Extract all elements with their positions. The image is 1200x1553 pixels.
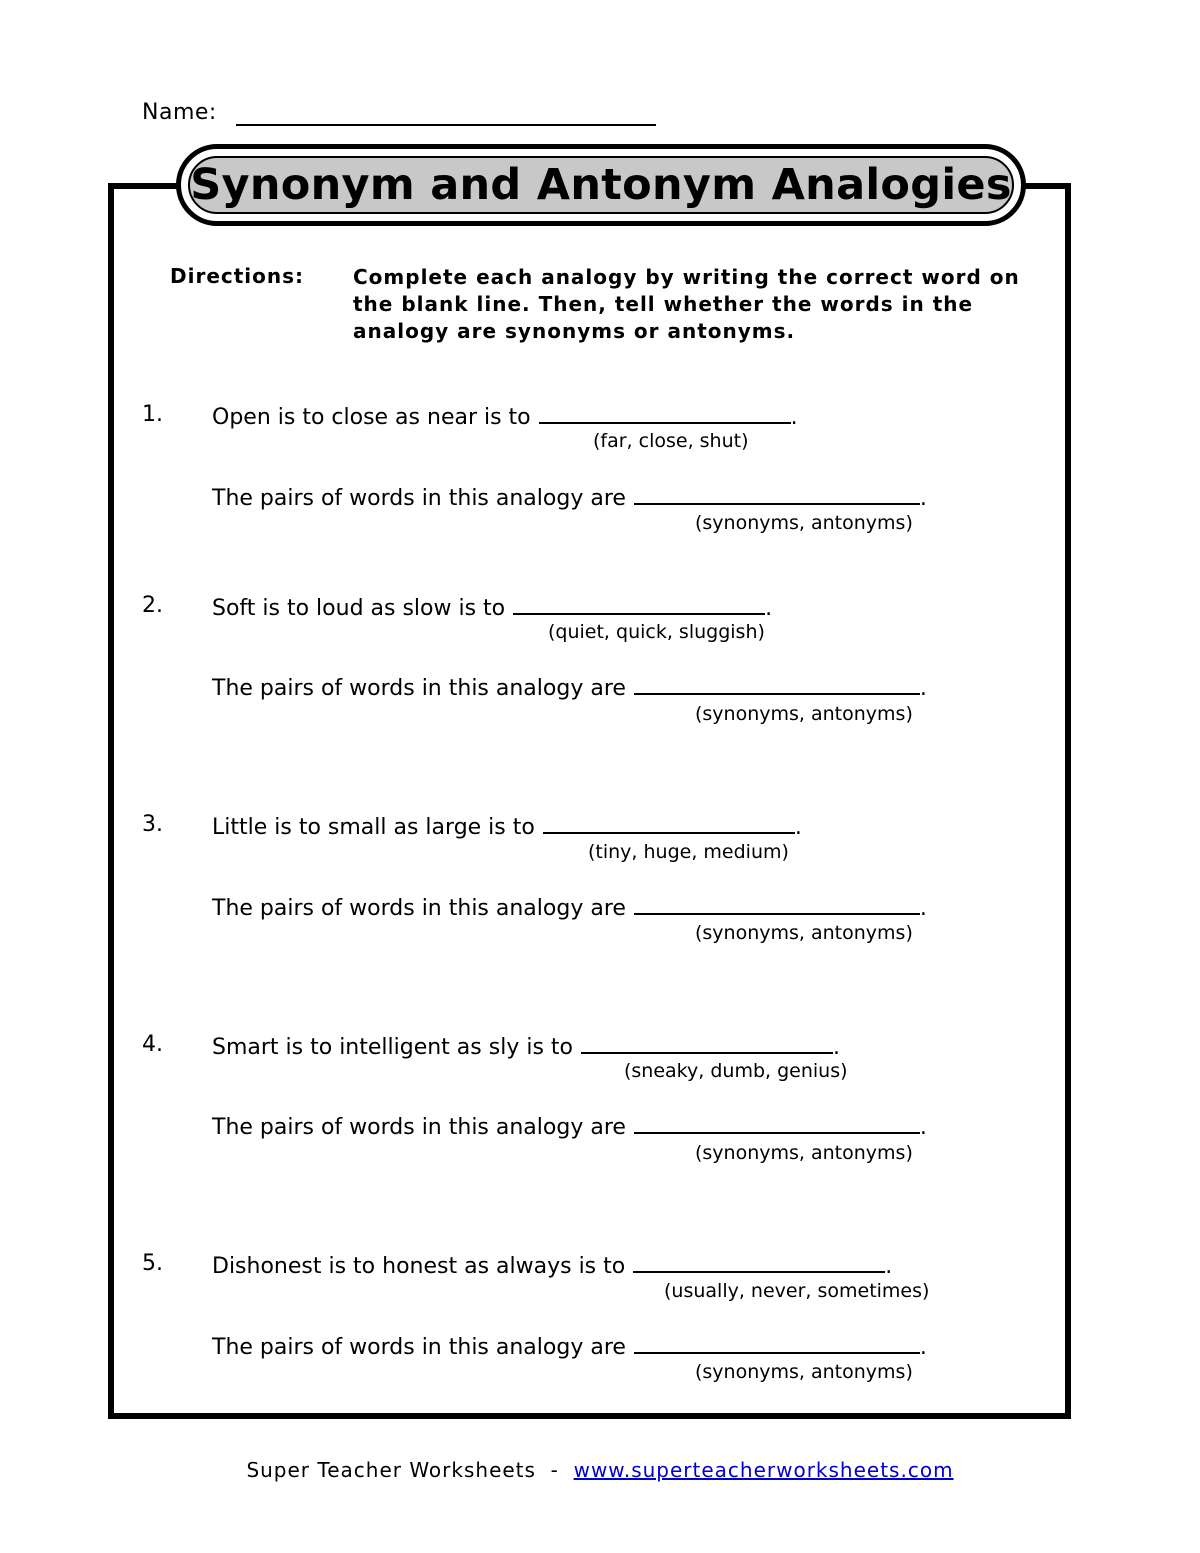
frame-top-right-edge [1020, 183, 1065, 189]
pairs-options: (synonyms, antonyms) [695, 512, 913, 534]
pairs-line: The pairs of words in this analogy are . [212, 893, 927, 921]
pairs-blank[interactable] [634, 673, 920, 695]
pairs-text: The pairs of words in this analogy are [212, 486, 626, 511]
pairs-text: The pairs of words in this analogy are [212, 676, 626, 701]
pairs-text: The pairs of words in this analogy are [212, 1115, 626, 1140]
pairs-options: (synonyms, antonyms) [695, 1361, 913, 1383]
footer-link[interactable]: www.superteacherworksheets.com [573, 1458, 954, 1482]
answer-options: (sneaky, dumb, genius) [624, 1060, 848, 1082]
question-number: 2. [142, 593, 163, 618]
question-number: 3. [142, 812, 163, 837]
answer-blank[interactable] [581, 1032, 833, 1054]
answer-options: (tiny, huge, medium) [588, 841, 789, 863]
pairs-line: The pairs of words in this analogy are . [212, 483, 927, 511]
pairs-line: The pairs of words in this analogy are . [212, 673, 927, 701]
question-line: Smart is to intelligent as sly is to . [212, 1032, 840, 1060]
answer-options: (far, close, shut) [593, 430, 749, 452]
pairs-text: The pairs of words in this analogy are [212, 896, 626, 921]
question-text: Open is to close as near is to [212, 405, 531, 430]
pairs-options: (synonyms, antonyms) [695, 1142, 913, 1164]
pairs-line: The pairs of words in this analogy are . [212, 1112, 927, 1140]
directions-label: Directions: [170, 264, 305, 288]
question-number: 1. [142, 402, 163, 427]
question-text: Dishonest is to honest as always is to [212, 1254, 626, 1279]
worksheet-frame [108, 183, 1071, 1419]
answer-blank[interactable] [539, 402, 791, 424]
footer [0, 1458, 1200, 1482]
question-text: Smart is to intelligent as sly is to [212, 1035, 573, 1060]
question-line: Soft is to loud as slow is to . [212, 593, 772, 621]
footer-text: Super Teacher Worksheets - [246, 1458, 574, 1482]
question-line: Dishonest is to honest as always is to . [212, 1251, 892, 1279]
answer-blank[interactable] [633, 1251, 885, 1273]
question-text: Soft is to loud as slow is to [212, 596, 506, 621]
answer-options: (usually, never, sometimes) [664, 1280, 930, 1302]
question-line: Open is to close as near is to . [212, 402, 798, 430]
directions-text: Complete each analogy by writing the correct word on the blank line. Then, tell whether the words in the analogy are synonyms or antonyms. [353, 265, 1020, 343]
pairs-text: The pairs of words in this analogy are [212, 1335, 626, 1360]
pairs-options: (synonyms, antonyms) [695, 703, 913, 725]
pairs-options: (synonyms, antonyms) [695, 922, 913, 944]
answer-options: (quiet, quick, sluggish) [548, 621, 765, 643]
name-label: Name: [142, 100, 217, 125]
page-title: Synonym and Antonym Analogies [190, 160, 1012, 210]
name-blank-line[interactable] [236, 124, 656, 126]
title-banner [176, 144, 1026, 226]
answer-blank[interactable] [543, 812, 795, 834]
question-number: 5. [142, 1251, 163, 1276]
pairs-line: The pairs of words in this analogy are . [212, 1332, 927, 1360]
question-text: Little is to small as large is to [212, 815, 535, 840]
question-line: Little is to small as large is to . [212, 812, 802, 840]
answer-blank[interactable] [513, 593, 765, 615]
question-number: 4. [142, 1032, 163, 1057]
pairs-blank[interactable] [634, 1112, 920, 1134]
pairs-blank[interactable] [634, 1332, 920, 1354]
pairs-blank[interactable] [634, 483, 920, 505]
pairs-blank[interactable] [634, 893, 920, 915]
